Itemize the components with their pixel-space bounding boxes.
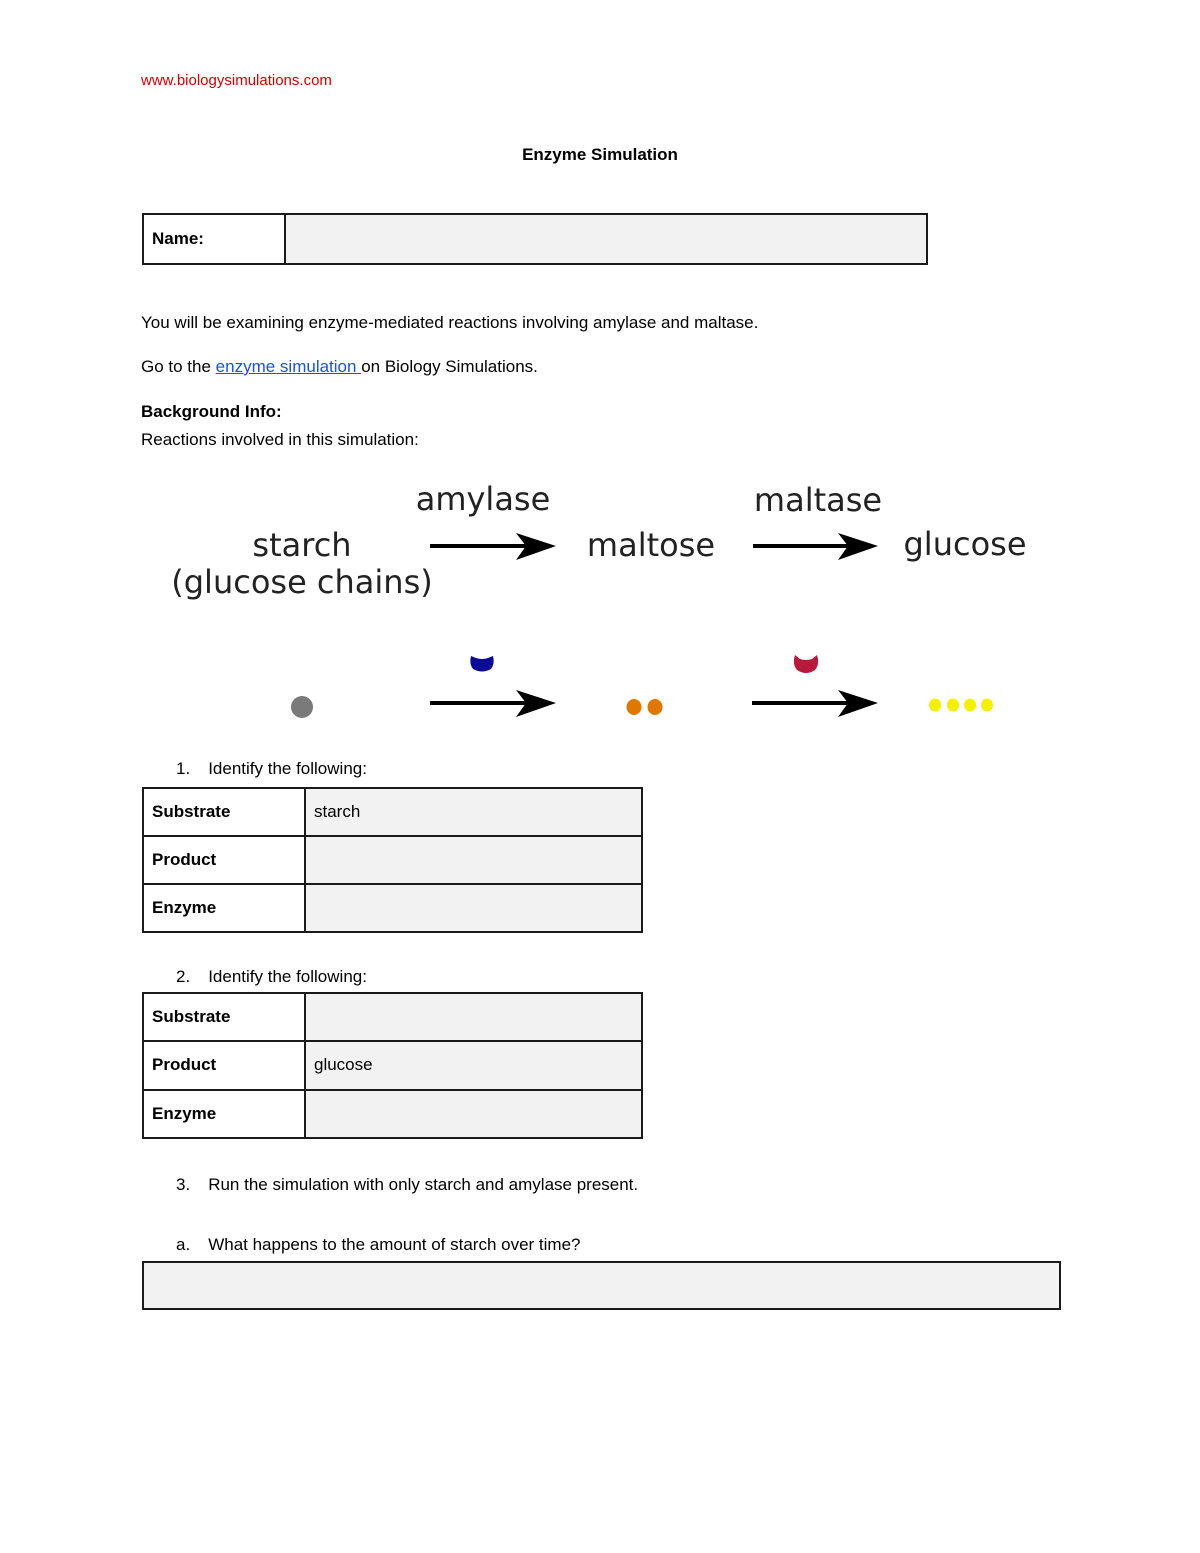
- enzyme-simulation-link[interactable]: enzyme simulation: [215, 357, 362, 376]
- q1-table: [142, 787, 643, 933]
- name-table: [142, 213, 928, 265]
- question-number: 3.: [176, 1175, 191, 1194]
- intro-suffix: on Biology Simulations.: [361, 357, 538, 376]
- row-label: Enzyme: [143, 884, 305, 932]
- question-text: Identify the following:: [208, 967, 367, 986]
- q2-enzyme-input[interactable]: [305, 1090, 642, 1138]
- arrow-icon: [430, 690, 556, 717]
- q3a-answer-input[interactable]: [142, 1261, 1061, 1310]
- reactions-label: Reactions involved in this simulation:: [141, 430, 419, 449]
- q2-substrate-input[interactable]: [305, 993, 642, 1041]
- q1-enzyme-input[interactable]: [305, 884, 642, 932]
- row-label: Product: [143, 836, 305, 884]
- glucose-molecule-icon: [929, 699, 941, 712]
- name-label: Name:: [143, 214, 285, 264]
- glucose-molecule-icon: [981, 699, 993, 712]
- glucose-label: glucose: [903, 525, 1027, 563]
- question-2: [176, 967, 367, 987]
- glucose-molecule-icon: [964, 699, 976, 712]
- row-label: Product: [143, 1041, 305, 1089]
- q1-substrate-input[interactable]: starch: [305, 788, 642, 836]
- site-url[interactable]: www.biologysimulations.com: [141, 72, 332, 89]
- question-number: a.: [176, 1235, 191, 1254]
- row-label: Substrate: [143, 788, 305, 836]
- maltose-molecule-icon: [627, 699, 642, 715]
- intro-link-line: [141, 357, 538, 377]
- question-number: 1.: [176, 759, 191, 778]
- reaction-diagram: [0, 470, 1200, 730]
- q2-table: [142, 992, 643, 1139]
- amylase-label: amylase: [415, 480, 551, 518]
- intro-text: You will be examining enzyme-mediated reactions involving amylase and maltase.: [141, 313, 759, 332]
- row-label: Substrate: [143, 993, 305, 1041]
- maltase-enzyme-icon: [794, 655, 818, 673]
- q1-product-input[interactable]: [305, 836, 642, 884]
- maltose-label: maltose: [586, 526, 716, 564]
- maltase-label: maltase: [753, 481, 883, 519]
- arrow-icon: [752, 690, 878, 717]
- intro-prefix: Go to the: [141, 357, 216, 376]
- question-3a: [176, 1235, 581, 1255]
- question-3: [176, 1175, 638, 1195]
- starch-label: starch: [252, 526, 352, 564]
- name-input[interactable]: [285, 214, 927, 264]
- arrow-icon: [753, 533, 878, 560]
- starch-sublabel: (glucose chains): [171, 563, 433, 601]
- question-number: 2.: [176, 967, 191, 986]
- q2-product-input[interactable]: glucose: [305, 1041, 642, 1089]
- question-text: Run the simulation with only starch and amylase present.: [208, 1175, 639, 1194]
- glucose-molecule-icon: [947, 699, 959, 712]
- question-text: Identify the following:: [208, 759, 367, 778]
- question-text: What happens to the amount of starch over time?: [208, 1235, 581, 1254]
- starch-molecule-icon: [291, 696, 313, 718]
- maltose-molecule-icon: [648, 699, 663, 715]
- row-label: Enzyme: [143, 1090, 305, 1138]
- amylase-enzyme-icon: [470, 656, 493, 672]
- background-heading: Background Info:: [141, 402, 282, 421]
- question-1: [176, 759, 367, 779]
- page-title: Enzyme Simulation: [522, 145, 678, 164]
- arrow-icon: [430, 533, 556, 560]
